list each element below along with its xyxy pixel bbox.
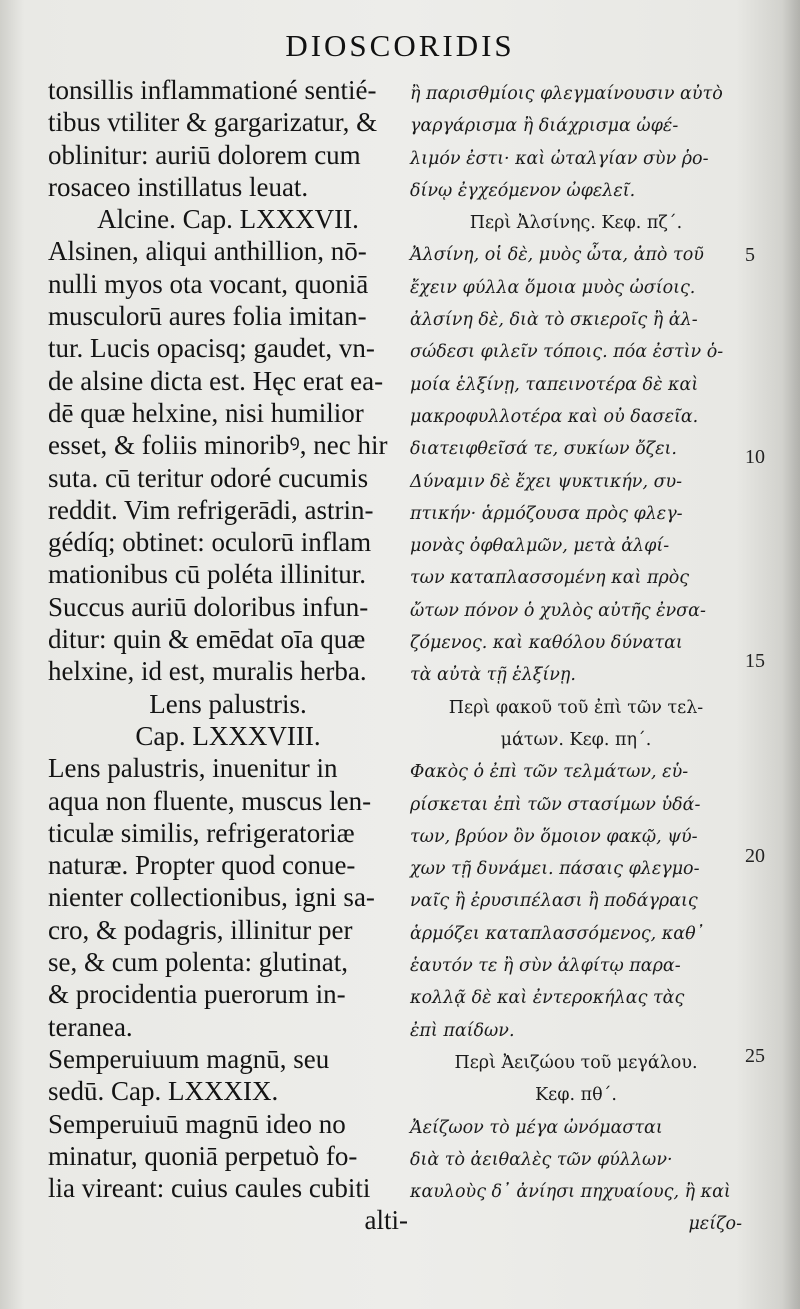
greek-text-line: Δύναμιν δὲ ἔχει ψυκτικήν, συ- <box>410 471 683 492</box>
latin-text-line: alti- <box>364 1205 408 1236</box>
latin-text-line: de alsine dicta est. Hęc erat ea- <box>48 365 384 396</box>
latin-text-line: dē quæ helxine, nisi humilior <box>48 397 364 428</box>
greek-text-line: ζόμενος. καὶ καθόλου δύναται <box>410 633 683 654</box>
greek-text-line: κολλᾷ δὲ καὶ ἐντεροκήλας τὰς <box>410 988 685 1009</box>
latin-text-line: & procidentia puerorum in- <box>48 979 346 1010</box>
latin-text-line: nulli myos ota vocant, quoniā <box>48 268 369 299</box>
latin-text-line: cro, & podagris, illinitur per <box>48 914 353 945</box>
greek-text-line: ἐπὶ παίδων. <box>410 1020 515 1041</box>
greek-text-line: τὰ αὐτὰ τῇ ἑλξίνῃ. <box>410 665 576 686</box>
greek-text-line: μοία ἑλξίνῃ, ταπεινοτέρα δὲ καὶ <box>410 374 699 395</box>
greek-text-line: διατειφθεῖσά τε, συκίων ὄζει. <box>410 439 677 460</box>
latin-text-line: Semperuiuum magnū, seu <box>48 1043 330 1074</box>
page-edge-shadow <box>782 0 800 1309</box>
greek-text-line: Ἀλσίνη, οἱ δὲ, μυὸς ὦτα, ἀπὸ τοῦ <box>410 245 704 266</box>
greek-text-line: ἑαυτόν τε ἢ σὺν ἀλφίτῳ παρα- <box>410 956 681 977</box>
greek-text-line: διὰ τὸ ἀειθαλὲς τῶν φύλλων· <box>410 1149 673 1170</box>
latin-text-line: sedū. Cap. LXXXIX. <box>48 1076 279 1107</box>
greek-text-line: Περὶ φακοῦ τοῦ ἐπὶ τῶν τελ- <box>448 697 704 718</box>
latin-text-line: Succus auriū doloribus infun- <box>48 591 369 622</box>
latin-text-line: helxine, id est, muralis herba. <box>48 656 367 687</box>
greek-text-line: μονὰς ὀφθαλμῶν, μετὰ ἀλφί- <box>410 536 670 557</box>
greek-text-line: των, βρύον ὂν ὅμοιον φακῷ, ψύ- <box>410 826 698 847</box>
latin-text-line: esset, & foliis minoribꝰ, nec hir <box>48 430 388 461</box>
greek-text-line: Περὶ Ἀειζώου τοῦ μεγάλου. <box>454 1052 698 1073</box>
latin-text-line: nienter collectionibus, igni sa- <box>48 882 375 913</box>
latin-text-line: tonsillis inflammationé sentié- <box>48 75 377 105</box>
greek-text-line: ἢ παρισθμίοις φλεγμαίνουσιν αὐτὸ <box>410 84 723 104</box>
latin-text-line: aqua non fluente, muscus len- <box>48 785 372 816</box>
greek-text-line: ἔχειν φύλλα ὅμοια μυὸς ὠσίοις. <box>410 277 696 298</box>
latin-text-line: Cap. LXXXVIII. <box>135 720 321 751</box>
greek-text-line: ναῖς ἢ ἐρυσιπέλασι ἢ ποδάγραις <box>410 891 698 912</box>
latin-text-line: teranea. <box>48 1011 133 1042</box>
latin-text-line: tur. Lucis opacisq; gaudet, vn- <box>48 333 375 364</box>
greek-text-line: Φακὸς ὁ ἐπὶ τῶν τελμάτων, εὑ- <box>410 762 689 783</box>
greek-text-line: ρίσκεται ἐπὶ τῶν στασίμων ὑδά- <box>410 794 701 815</box>
greek-text-line: των καταπλασσομένη καὶ πρὸς <box>410 568 690 589</box>
latin-text-line: mationibus cū poléta illinitur. <box>48 559 366 590</box>
latin-text-line: gédíq; obtinet: oculorū inflam <box>48 527 372 558</box>
line-number-25: 25 <box>745 1045 765 1067</box>
greek-text-line: πτικήν· ἁρμόζουσα πρὸς φλεγ- <box>410 503 683 524</box>
latin-text-line: suta. cū teritur odoré cucumis <box>48 462 369 493</box>
latin-text-line: Semperuiuū magnū ideo no <box>48 1108 346 1139</box>
greek-text-line: μείζο- <box>688 1214 742 1235</box>
latin-text-line: Alcine. Cap. LXXXVII. <box>97 204 359 235</box>
greek-text-line: ἀλσίνη δὲ, διὰ τὸ σκιεροῖς ἢ ἀλ- <box>410 310 698 331</box>
latin-text-line: ticulæ similis, refrigeratoriæ <box>48 817 355 848</box>
greek-text-line: σώδεσι φιλεῖν τόποις. πόα ἐστὶν ὁ- <box>410 342 724 363</box>
greek-text-line: γαργάρισμα ἢ διάχρισμα ὠφέ- <box>410 116 679 137</box>
latin-text-line: minatur, quoniā perpetuò fo- <box>48 1140 358 1171</box>
latin-text-line: oblinitur: auriū dolorem cum <box>48 139 361 170</box>
latin-text-line: ditur: quin & emēdat oīa quæ <box>48 624 366 655</box>
latin-text-line: se, & cum polenta: glutinat, <box>48 947 348 978</box>
latin-text-line: lia vireant: cuius caules cubiti <box>48 1173 371 1204</box>
greek-text-line: ὤτων πόνον ὁ χυλὸς αὐτῆς ἐνσα- <box>410 600 706 621</box>
greek-text-line: μάτων. Κεφ. πη΄. <box>500 729 652 750</box>
latin-text-line: naturæ. Propter quod conue- <box>48 850 356 881</box>
greek-text-line: ἁρμόζει καταπλασσόμενος, καθ᾽ <box>410 923 705 944</box>
greek-text-line: δίνῳ ἐγχεόμενον ὠφελεῖ. <box>410 180 636 201</box>
line-number-5: 5 <box>745 244 755 266</box>
greek-text-line: μακροφυλλοτέρα καὶ οὐ δασεῖα. <box>410 406 699 427</box>
greek-text-line: Ἀείζωον τὸ μέγα ὠνόμασται <box>410 1117 663 1138</box>
greek-text-line: καυλοὺς δ᾽ ἀνίησι πηχυαίους, ἢ καὶ <box>410 1182 731 1203</box>
line-number-20: 20 <box>745 845 765 867</box>
greek-text-line: λιμόν ἐστι· καὶ ὠταλγίαν σὺν ῥο- <box>410 148 709 169</box>
greek-text-line: χων τῇ δυνάμει. πάσαις φλεγμο- <box>410 859 700 880</box>
greek-text-line: Κεφ. πθ΄. <box>535 1085 617 1106</box>
latin-text-line: tibus vtiliter & gargarizatur, & <box>48 107 378 138</box>
latin-text-line: rosaceo instillatus leuat. <box>48 171 309 202</box>
running-header: DIOSCORIDIS <box>285 28 515 63</box>
latin-text-line: Lens palustris, inuenitur in <box>48 753 338 784</box>
line-number-15: 15 <box>745 650 765 672</box>
latin-column <box>48 74 408 1237</box>
greek-column <box>410 78 742 1241</box>
latin-text-line: Lens palustris. <box>149 688 307 719</box>
latin-text-line: musculorū aures folia imitan- <box>48 301 367 332</box>
latin-text-line: Alsinen, aliqui anthillion, nō- <box>48 236 367 267</box>
latin-text-line: reddit. Vim refrigerādi, astrin- <box>48 494 374 525</box>
line-number-10: 10 <box>745 446 765 468</box>
greek-text-line: Περὶ Ἀλσίνης. Κεφ. πζ΄. <box>469 213 683 234</box>
